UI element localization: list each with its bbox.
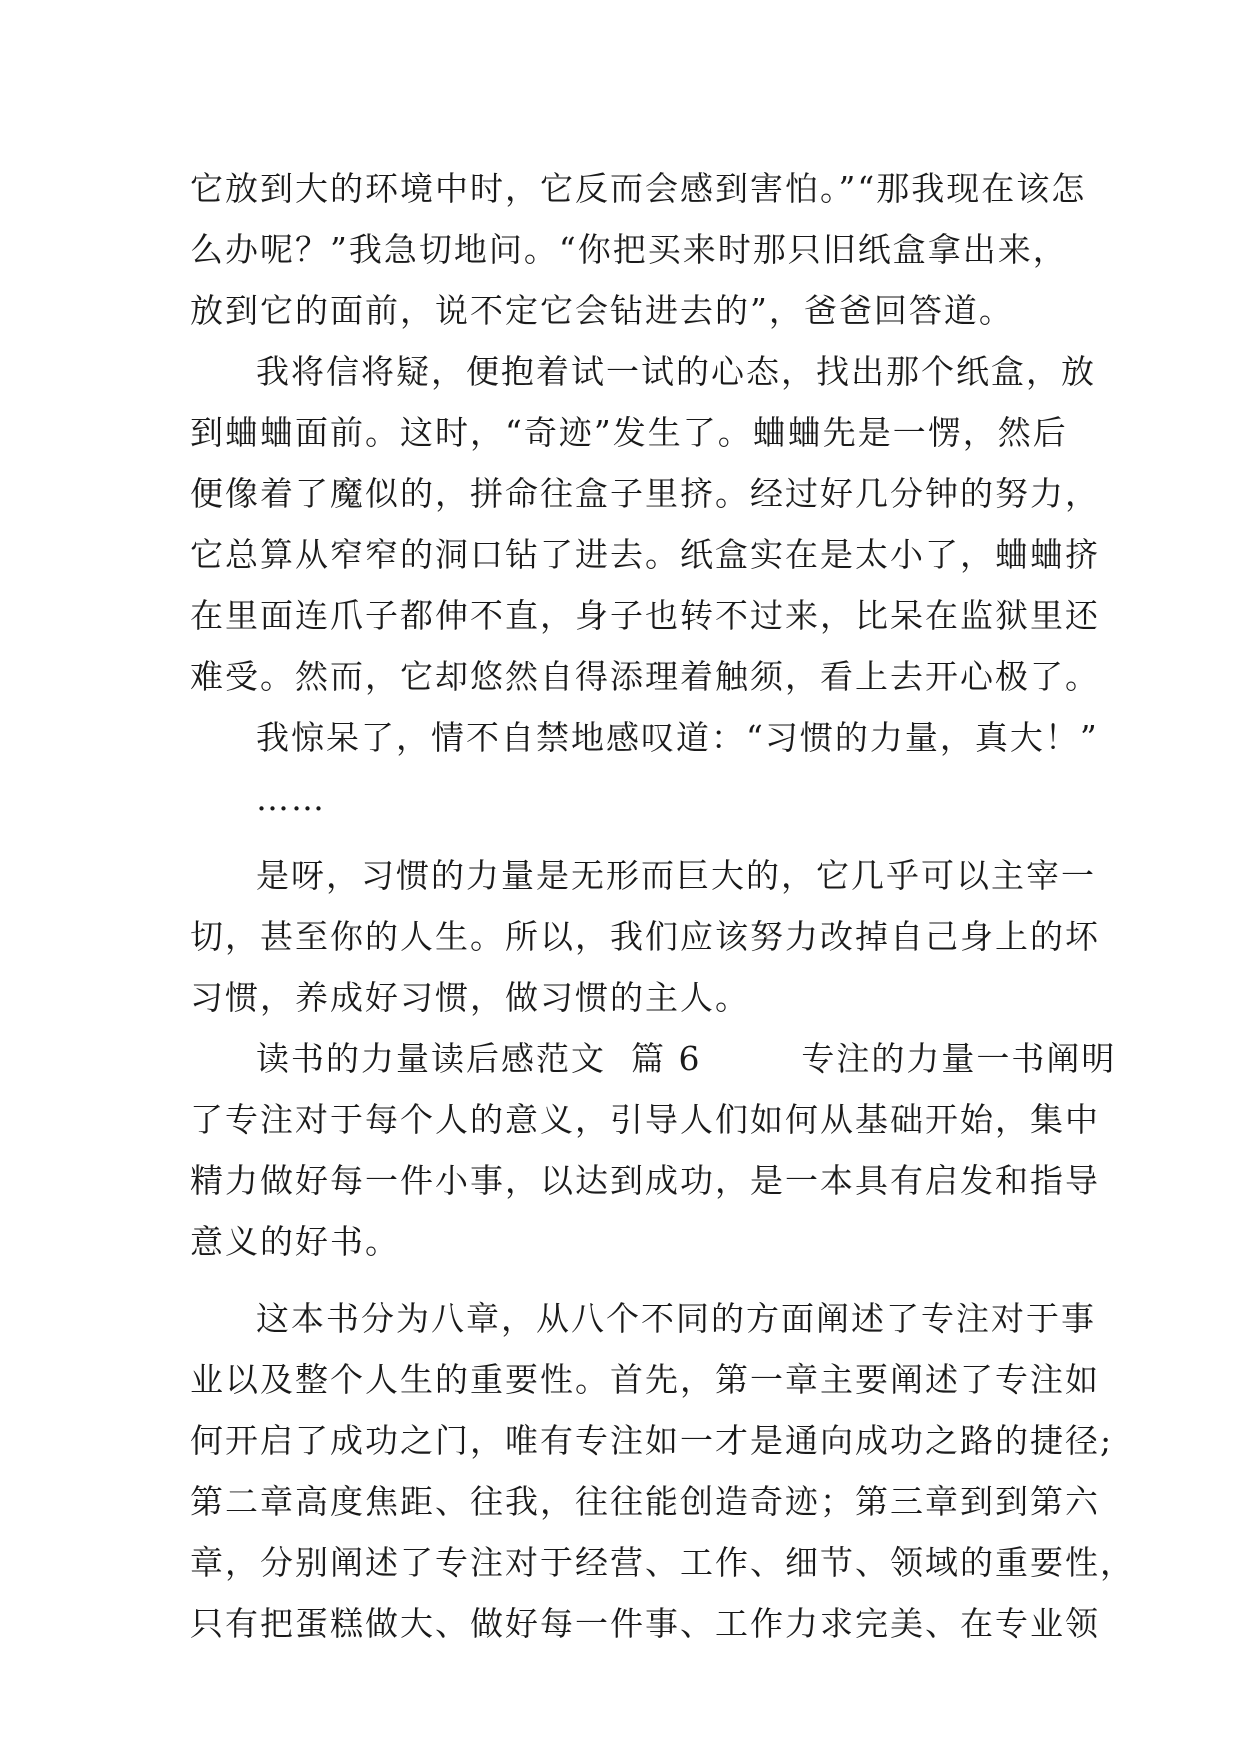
paragraph xyxy=(190,1288,1135,1654)
text-line: 精力做好每一件小事，以达到成功，是一本具有启发和指导 xyxy=(190,1161,1100,1200)
text-line: 习惯，养成好习惯，做习惯的主人。 xyxy=(190,978,750,1017)
text-line: 只有把蛋糕做大、做好每一件事、工作力求完美、在专业领 xyxy=(190,1604,1100,1643)
text-line: 它总算从窄窄的洞口钻了进去。纸盒实在是太小了，蛐蛐挤 xyxy=(190,535,1100,574)
text-line: 切，甚至你的人生。所以，我们应该努力改掉自己身上的坏 xyxy=(190,917,1100,956)
paragraph xyxy=(190,707,1099,829)
text-line: 我惊呆了，情不自禁地感叹道：“习惯的力量，真大！” xyxy=(256,718,1099,757)
paragraph xyxy=(190,158,1087,341)
text-line: 读书的力量读后感范文 篇 6 专注的力量一书阐明 xyxy=(256,1039,1117,1078)
text-line: 是呀，习惯的力量是无形而巨大的，它几乎可以主宰一 xyxy=(256,856,1096,895)
text-line: 业以及整个人生的重要性。首先，第一章主要阐述了专注如 xyxy=(190,1360,1100,1399)
paragraph xyxy=(190,341,1100,707)
text-line: 我将信将疑，便抱着试一试的心态，找出那个纸盒，放 xyxy=(256,352,1096,391)
text-line: 在里面连爪子都伸不直，身子也转不过来，比呆在监狱里还 xyxy=(190,596,1100,635)
paragraph xyxy=(190,845,1100,1028)
paragraph-gap xyxy=(190,1272,1050,1288)
text-line: 章，分别阐述了专注对于经营、工作、细节、领域的重要性， xyxy=(190,1543,1135,1582)
text-line: 第二章高度焦距、往我，往往能创造奇迹；第三章到到第六 xyxy=(190,1482,1100,1521)
text-line: 难受。然而，它却悠然自得添理着触须，看上去开心极了。 xyxy=(190,657,1100,696)
text-line: 么办呢？”我急切地问。“你把买来时那只旧纸盒拿出来， xyxy=(190,230,1068,269)
text-line: 何开启了成功之门，唯有专注如一才是通向成功之路的捷径; xyxy=(190,1421,1114,1460)
text-line: 放到它的面前，说不定它会钻进去的”，爸爸回答道。 xyxy=(190,291,1014,330)
text-line: …… xyxy=(256,779,326,818)
text-line: 它放到大的环境中时，它反而会感到害怕。”“那我现在该怎 xyxy=(190,169,1087,208)
text-line: 到蛐蛐面前。这时，“奇迹”发生了。蛐蛐先是一愣，然后 xyxy=(190,413,1068,452)
text-line: 这本书分为八章，从八个不同的方面阐述了专注对于事 xyxy=(256,1299,1096,1338)
text-line: 了专注对于每个人的意义，引导人们如何从基础开始，集中 xyxy=(190,1100,1100,1139)
paragraph-gap xyxy=(190,829,1050,845)
document-body xyxy=(190,158,1135,1654)
paragraph xyxy=(190,1028,1117,1272)
text-line: 便像着了魔似的，拼命往盒子里挤。经过好几分钟的努力， xyxy=(190,474,1100,513)
text-line: 意义的好书。 xyxy=(190,1222,400,1261)
